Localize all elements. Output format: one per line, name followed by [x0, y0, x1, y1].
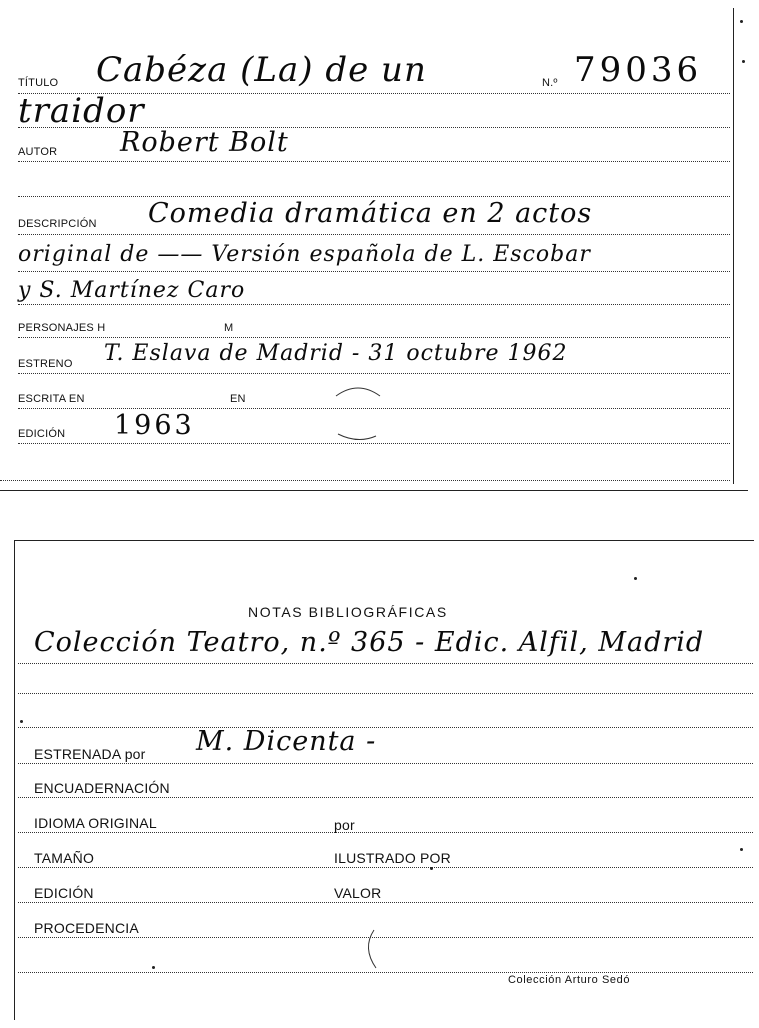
- rule-idioma: [18, 832, 753, 833]
- punch-hole-mark: [360, 924, 400, 974]
- rule-estrenada: [18, 763, 753, 764]
- rule-personajes: [18, 337, 730, 338]
- speck: [740, 848, 743, 851]
- rule-blank: [18, 196, 730, 197]
- descripcion-line1: Comedia dramática en 2 actos: [148, 198, 593, 229]
- estrenada-value: M. Dicenta -: [196, 726, 377, 757]
- rule-bottom: [0, 480, 730, 481]
- rule-notas-2: [18, 693, 753, 694]
- card-top-edge: [14, 540, 754, 541]
- escrita-en-label: EN: [230, 393, 246, 405]
- autor-value: Robert Bolt: [120, 127, 289, 158]
- rule-notas: [18, 663, 753, 664]
- numero-value: 79036: [574, 50, 703, 90]
- catalog-card-front: [0, 0, 759, 500]
- autor-label: AUTOR: [18, 146, 58, 158]
- titulo-cont-value: traidor: [18, 91, 145, 131]
- card-bottom-edge: [0, 490, 748, 491]
- punch-hole-mark: [328, 382, 388, 444]
- rule-edicion: [18, 902, 753, 903]
- titulo-label: TÍTULO: [18, 77, 59, 89]
- rule-descripcion-3: [18, 304, 730, 305]
- notas-value: Colección Teatro, n.º 365 - Edic. Alfil, Madrid: [34, 627, 705, 658]
- speck: [740, 20, 743, 23]
- estreno-label: ESTRENO: [18, 358, 73, 370]
- rule-autor: [18, 161, 730, 162]
- rule-tamano: [18, 867, 753, 868]
- encuadernacion-label: ENCUADERNACIÓN: [34, 780, 170, 796]
- ilustrado-label: ILUSTRADO POR: [334, 850, 451, 866]
- personajes-m-label: M: [224, 322, 234, 334]
- speck: [20, 720, 23, 723]
- valor-label: VALOR: [334, 885, 382, 901]
- personajes-label: PERSONAJES H: [18, 322, 106, 334]
- por-label: por: [334, 817, 355, 833]
- speck: [430, 867, 433, 870]
- rule-descripcion-2: [18, 271, 730, 272]
- rule-encuadernacion: [18, 797, 753, 798]
- procedencia-label: PROCEDENCIA: [34, 920, 139, 936]
- card-left-edge: [14, 540, 15, 1020]
- speck: [152, 966, 155, 969]
- rule-notas-3: [18, 727, 753, 728]
- idioma-label: IDIOMA ORIGINAL: [34, 815, 157, 831]
- card-right-edge: [733, 8, 734, 484]
- collection-footer: Colección Arturo Sedó: [508, 974, 631, 986]
- numero-label: N.º: [542, 77, 558, 89]
- edicion-label: EDICIÓN: [18, 428, 66, 440]
- descripcion-line3: y S. Martínez Caro: [18, 278, 246, 303]
- rule-descripcion: [18, 234, 730, 235]
- edicion-back-label: EDICIÓN: [34, 885, 94, 901]
- rule-estreno: [18, 373, 730, 374]
- descripcion-line2: original de —— Versión española de L. Escobar: [18, 242, 591, 267]
- titulo-value: Cabéza (La) de un: [96, 50, 427, 90]
- estrenada-label: ESTRENADA por: [34, 746, 146, 762]
- speck: [634, 577, 637, 580]
- notas-title: NOTAS BIBLIOGRÁFICAS: [248, 604, 448, 620]
- speck: [742, 60, 745, 63]
- catalog-card-back: [0, 530, 759, 1028]
- tamano-label: TAMAÑO: [34, 850, 95, 866]
- estreno-value: T. Eslava de Madrid - 31 octubre 1962: [104, 341, 568, 366]
- descripcion-label: DESCRIPCIÓN: [18, 218, 97, 230]
- edicion-value: 1963: [114, 410, 195, 441]
- escrita-label: ESCRITA EN: [18, 393, 85, 405]
